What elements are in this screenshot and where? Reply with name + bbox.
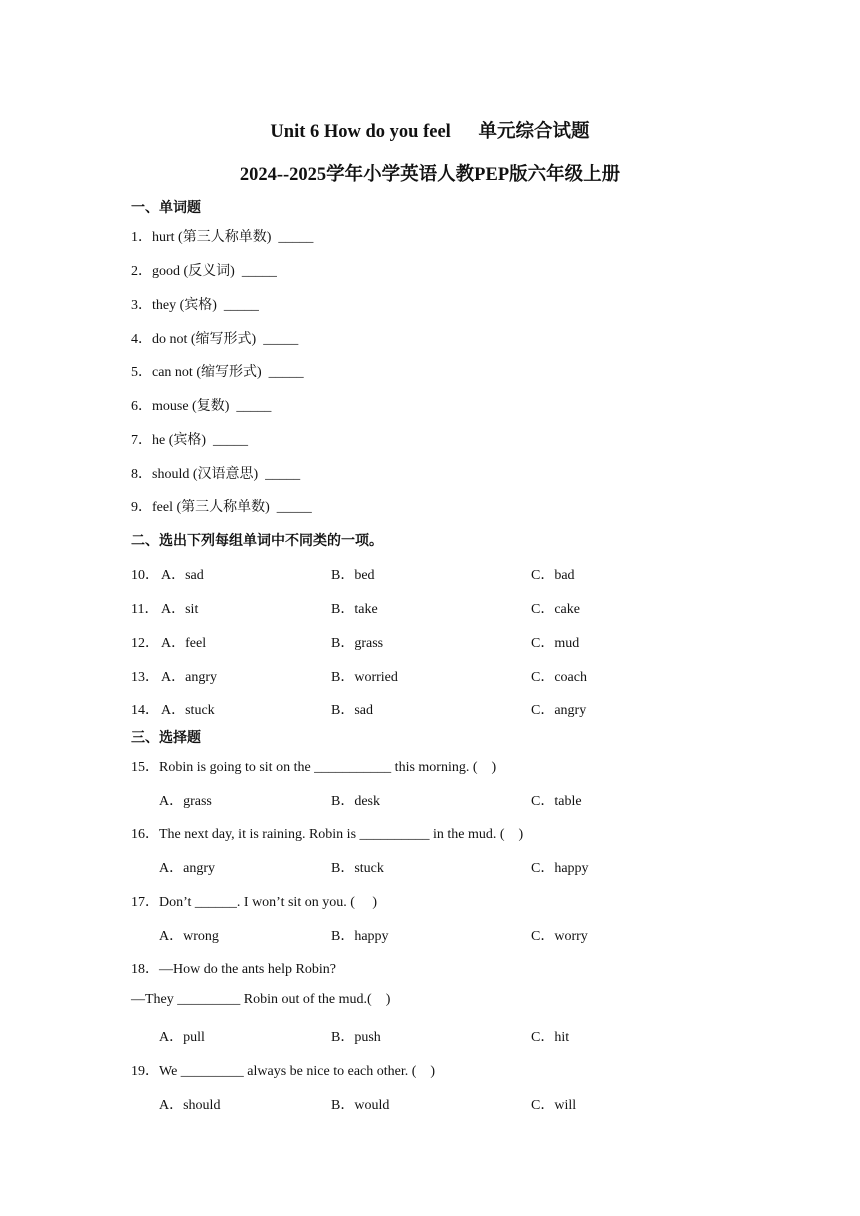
question-12 bbox=[0, 632, 860, 652]
question-17-options bbox=[0, 925, 860, 945]
question-10 bbox=[0, 564, 860, 584]
option-b: B．stuck bbox=[331, 861, 384, 876]
option-c: C．cake bbox=[531, 602, 580, 617]
section-heading-vocabulary: 一、单词题 bbox=[131, 201, 201, 216]
option-b: B．happy bbox=[331, 929, 389, 944]
option-a: A．should bbox=[159, 1098, 221, 1113]
option-c: C．bad bbox=[531, 568, 575, 583]
option-b: B．grass bbox=[331, 636, 384, 651]
option-a: A．pull bbox=[159, 1030, 205, 1045]
option-c: C．worry bbox=[531, 929, 588, 944]
option-c: C．mud bbox=[531, 636, 580, 651]
question-18-stem-line1: 18．—How do the ants help Robin? bbox=[131, 962, 336, 977]
question-17-stem: 17．Don’t ______. I won’t sit on you. ( ) bbox=[131, 895, 378, 910]
question-4: 4．do not (缩写形式) _____ bbox=[131, 332, 299, 347]
question-6: 6．mouse (复数) _____ bbox=[131, 399, 272, 414]
option-b: B．sad bbox=[331, 703, 373, 718]
option-a: A．wrong bbox=[159, 929, 219, 944]
option-c: C．table bbox=[531, 794, 582, 809]
option-a: A．sit bbox=[161, 602, 199, 617]
option-c: C．hit bbox=[531, 1030, 570, 1045]
question-number: 12． bbox=[131, 636, 159, 651]
question-16-stem: 16．The next day, it is raining. Robin is __________ in the mud. ( ) bbox=[131, 827, 524, 842]
section-heading-multiple-choice: 三、选择题 bbox=[131, 731, 201, 746]
question-1: 1．hurt (第三人称单数) _____ bbox=[131, 230, 314, 245]
question-18-options bbox=[0, 1026, 860, 1046]
option-a: A．grass bbox=[159, 794, 212, 809]
question-2: 2．good (反义词) _____ bbox=[131, 264, 277, 279]
section-heading-odd-one-out: 二、选出下列每组单词中不同类的一项。 bbox=[131, 534, 383, 549]
question-9: 9．feel (第三人称单数) _____ bbox=[131, 500, 312, 515]
option-b: B．bed bbox=[331, 568, 375, 583]
option-b: B．desk bbox=[331, 794, 380, 809]
option-b: B．take bbox=[331, 602, 378, 617]
question-number: 10． bbox=[131, 568, 159, 583]
question-15-stem: 15．Robin is going to sit on the ___________ this morning. ( ) bbox=[131, 760, 497, 775]
option-a: A．stuck bbox=[161, 703, 215, 718]
question-number: 13． bbox=[131, 670, 159, 685]
option-c: C．happy bbox=[531, 861, 589, 876]
option-b: B．push bbox=[331, 1030, 381, 1045]
option-c: C．angry bbox=[531, 703, 587, 718]
question-7: 7．he (宾格) _____ bbox=[131, 433, 249, 448]
option-a: A．feel bbox=[161, 636, 207, 651]
document-title: Unit 6 How do you feel 单元综合试题 bbox=[270, 122, 590, 142]
option-c: C．will bbox=[531, 1098, 577, 1113]
question-5: 5．can not (缩写形式) _____ bbox=[131, 365, 304, 380]
option-a: A．angry bbox=[161, 670, 217, 685]
question-8: 8．should (汉语意思) _____ bbox=[131, 467, 301, 482]
question-19-stem: 19．We _________ always be nice to each other. ( ) bbox=[131, 1064, 436, 1079]
option-a: A．sad bbox=[161, 568, 204, 583]
option-b: B．would bbox=[331, 1098, 390, 1113]
question-19-options bbox=[0, 1094, 860, 1114]
question-18-stem-line2: —They _________ Robin out of the mud.( ) bbox=[131, 992, 391, 1007]
option-c: C．coach bbox=[531, 670, 587, 685]
question-11 bbox=[0, 598, 860, 618]
question-number: 11． bbox=[131, 602, 159, 617]
option-b: B．worried bbox=[331, 670, 398, 685]
question-16-options bbox=[0, 857, 860, 877]
option-a: A．angry bbox=[159, 861, 215, 876]
question-15-options bbox=[0, 790, 860, 810]
question-3: 3．they (宾格) _____ bbox=[131, 298, 259, 313]
document-subtitle: 2024--2025学年小学英语人教PEP版六年级上册 bbox=[239, 165, 621, 185]
question-13 bbox=[0, 666, 860, 686]
question-number: 14． bbox=[131, 703, 159, 718]
question-14 bbox=[0, 699, 860, 719]
